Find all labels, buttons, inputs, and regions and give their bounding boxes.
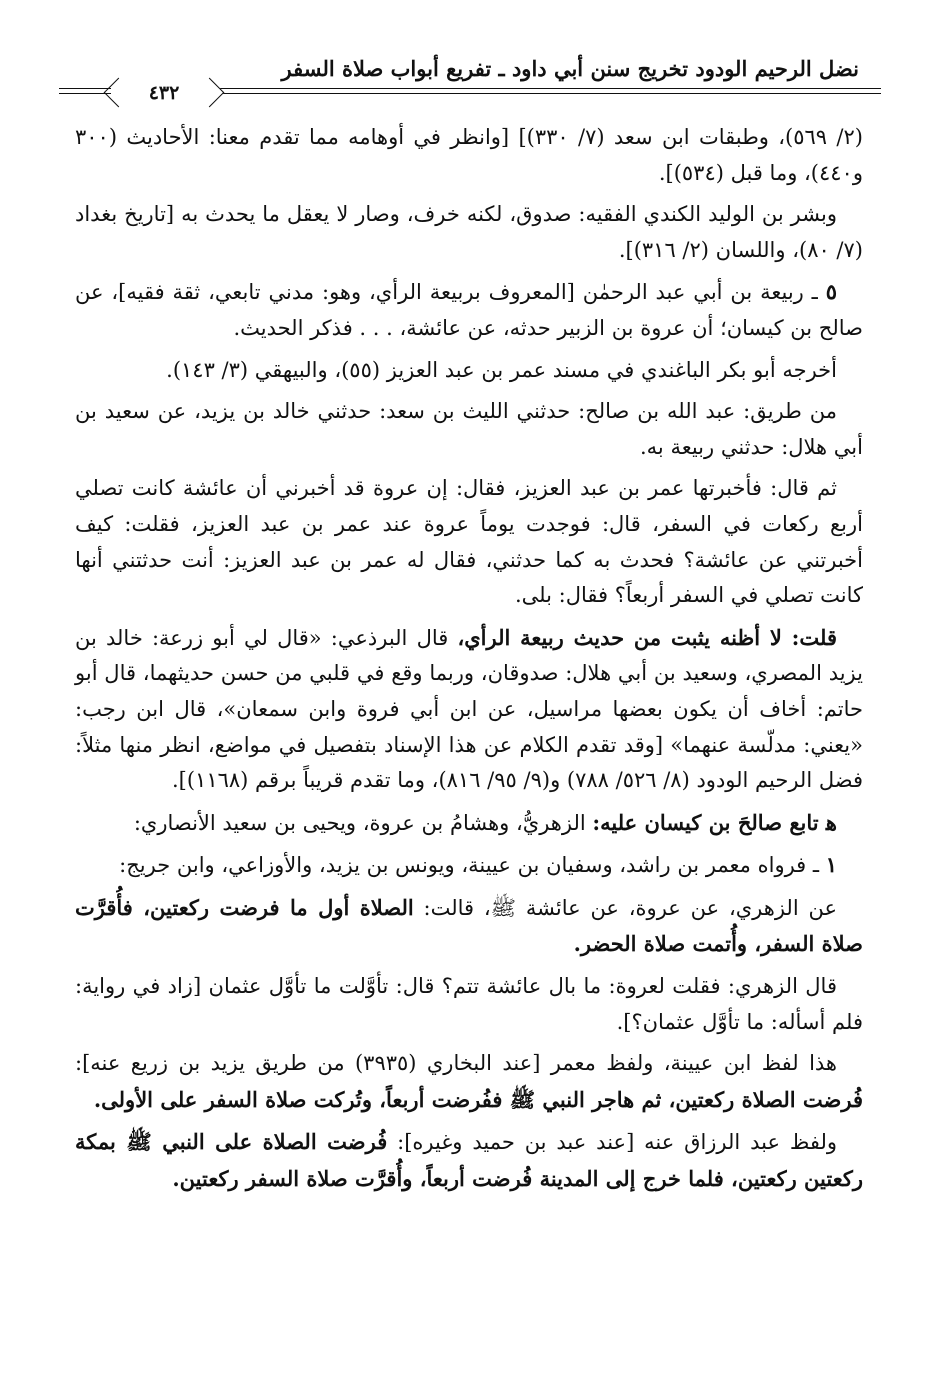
item-number: ٥: [825, 279, 837, 305]
paragraph: [75, 394, 863, 465]
hadith-text-bold: فُرضت الصلاة على النبي ﷺ بمكة ركعتين ركعتين، فلما خرج إلى المدينة فُرضت أربعاً، وأُقرَّت صلاة السفر ركعتين.: [75, 1129, 863, 1192]
paragraph-bold-lead: ﻫ تابع صالحَ بن كيسان عليه:: [592, 809, 837, 835]
paragraph: [75, 969, 863, 1040]
paragraph: [75, 1124, 863, 1197]
paragraph: [75, 805, 863, 842]
paragraph: [75, 1046, 863, 1118]
paragraph-bold-lead: قلت: لا أظنه يثبت من حديث ربيعة الرأي،: [457, 624, 837, 650]
paragraph-text: ـ ربيعة بن أبي عبد الرحمٰن [المعروف بربيعة الرأي، وهو: مدني تابعي، ثقة فقيه]، عن صالح بن كيسان؛ أن عروة بن الزبير حدثه، عن عائشة، . . . فذكر الحديث.: [75, 280, 863, 340]
paragraph-text: ـ فرواه معمر بن راشد، وسفيان بن عيينة، ويونس بن يزيد، والأوزاعي، وابن جريج:: [119, 853, 826, 878]
hadith-text-bold: فُرضت الصلاة ركعتين، ثم هاجر النبي ﷺ ففُرضت أربعاً، وتُركت صلاة السفر على الأولى.: [93, 1086, 863, 1112]
left-dash-rule: [83, 88, 111, 89]
paragraph: [75, 620, 863, 799]
paragraph: [75, 471, 863, 613]
paragraph-text: قال الزهري: فقلت لعروة: ما بال عائشة تتم؟ قال: تأوَّلت ما تأوَّل عثمان [زاد في رواية: فلم أسأله: ما تأوَّل عثمان؟].: [75, 974, 863, 1034]
paragraph: [75, 847, 863, 884]
paragraph-text: ثم قال: فأخبرتها عمر بن عبد العزيز، فقال: إن عروة قد أخبرني أن عائشة كانت تصلي أربع ركعات في السفر، قال: فوجدت يوماً عروة عند عمر بن عبد العزيز، فقلت: كيف أخبرتني عن عائشة؟ فحدث به كما حدثني، فقال له عمر بن عبد العزيز: أنت حدثتني أنها كانت تصلي في السفر أربعاً؟ فقال: بلى.: [75, 476, 863, 608]
paragraph-text: الزهريُّ، وهشامُ بن عروة، ويحيى بن سعيد الأنصاري:: [133, 810, 593, 835]
paragraph: [75, 274, 863, 346]
paragraph-text: من طريق: عبد الله بن صالح: حدثني الليث بن سعد: حدثني خالد بن يزيد، عن سعيد بن أبي هلال: حدثني ربيعة به.: [75, 399, 863, 459]
paragraph: [75, 197, 863, 268]
paragraph-text: ولفظ عبد الرزاق عنه [عند عبد بن حميد وغيره]:: [387, 1130, 837, 1155]
item-number: ١: [825, 852, 837, 878]
paragraph-text: هذا لفظ ابن عيينة، ولفظ معمر [عند البخاري (٣٩٣٥) من طريق يزيد بن زريع عنه]:: [75, 1051, 837, 1076]
hadith-text-bold: الصلاة أول ما فرضت ركعتين، فأُقرَّت صلاة السفر، وأُتمت صلاة الحضر.: [75, 894, 863, 957]
paragraph-text: أخرجه أبو بكر الباغندي في مسند عمر بن عبد العزيز (٥٥)، والبيهقي (٣/ ١٤٣).: [166, 357, 837, 382]
paragraph: [75, 120, 863, 191]
paragraph-text: عن الزهري، عن عروة، عن عائشة ﷺ، قالت:: [413, 895, 837, 920]
page-body: [75, 120, 863, 1204]
page-number-ornament: [112, 78, 216, 108]
paragraph: [75, 890, 863, 963]
paragraph-text: وبشر بن الوليد الكندي الفقيه: صدوق، لكنه خرف، وصار لا يعقل ما يحدث به [تاريخ بغداد (٧/ ٨٠)، واللسان (٢/ ٣١٦)].: [75, 202, 863, 262]
paragraph-text: قال البرذعي: «قال لي أبو زرعة: خالد بن يزيد المصري، وسعيد بن أبي هلال: صدوقان، وربما وقع في قلبي من حسن حديثهما، قال أبو حاتم: أخاف أن يكون بعضها مراسيل، عن ابن أبي فروة وابن سمعان»، قال ابن رجب: «يعني: مدلّسة عنهما» [وقد تقدم الكلام عن هذا الإسناد بتفصيل في مواضع، انظر منها مثلاً: فضل الرحيم الودود (٨/ ٥٢٦/ ٧٨٨) و(٩/ ٩٥/ ٨١٦)، وما تقدم قريباً برقم (١١٦٨)].: [75, 625, 863, 793]
running-header-title: نضل الرحيم الودود تخريج سنن أبي داود ـ تفريع أبواب صلاة السفر: [281, 56, 859, 81]
left-dash-rule: [83, 93, 111, 94]
paragraph: [75, 353, 863, 389]
page-number: ٤٣٢: [148, 82, 180, 104]
paragraph-text: (٢/ ٥٦٩)، وطبقات ابن سعد (٧/ ٣٣٠)] [وانظر في أوهامه مما تقدم معنا: الأحاديث (٣٠٠ و٤٤٠)، وما قبل (٥٣٤)].: [75, 125, 863, 185]
